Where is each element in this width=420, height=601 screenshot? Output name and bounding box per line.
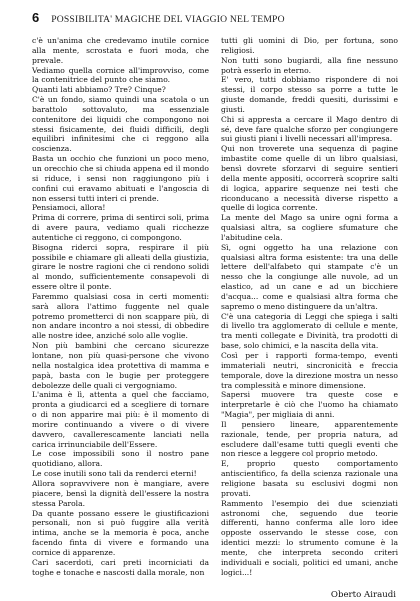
paragraph: Basta un occhio che funzioni un poco meno, un orecchio che si chiuda appena ed il mondo si riduce, i sensi non raggiungono più i confini cui eravamo abituati e l'angoscia di non essersi tutti interi ci prende. <box>32 154 209 203</box>
text-columns <box>32 36 398 601</box>
paragraph: E' vero, tutti dobbiamo rispondere di noi stessi, il corpo stesso sa porre a tutte le giuste domande, freddi quesiti, durissimi e giusti. <box>221 75 398 114</box>
paragraph: Vediamo quella cornice all'improvviso, come la contenitrice del punto che siamo. <box>32 65 209 85</box>
paragraph: La mente del Mago sa unire ogni forma a qualsiasi altra, sa cogliere sfumature che l'abitudine cela. <box>221 213 398 242</box>
paragraph: Così per i rapporti forma-tempo, eventi immateriali neutri, sincronicità e freccia temporale, dove la direzione mostra un nesso tra complessità e minore dimensione. <box>221 351 398 390</box>
paragraph: E, proprio questo comportamento antiscientifico, fa della scienza razionale una religione basata su esclusivi dogmi non provati. <box>221 459 398 498</box>
paragraph: C'è una categoria di Leggi che spiega i salti di livello tra agglomerato di cellule e mente, tra menti collegate e Divinità, tra prodotti di base, solo chimici, e la nascita della vita. <box>221 311 398 351</box>
page-number: 6 <box>32 10 40 25</box>
paragraph: Le cose impossibili sono il nostro pane quotidiano, allora. <box>32 449 209 469</box>
paragraph: c'è un'anima che credevamo inutile cornice alla mente, scrostata e fuori moda, che prevale. <box>32 36 209 65</box>
paragraph: tutti gli uomini di Dio, per fortuna, sono religiosi. <box>221 36 398 55</box>
right-column <box>221 36 398 601</box>
running-title: POSSIBILITA' MAGICHE DEL VIAGGIO NEL TEMPO <box>51 14 285 25</box>
paragraph: Le cose inutili sono tali da renderci eterni! <box>32 469 197 479</box>
paragraph: Da quante possano essere le giustificazioni personali, non si può fuggire alla verità intima, anche se la memoria è poca, anche facendo finta di vivere e formando una cornice di apparenze. <box>32 508 209 557</box>
paragraph: Rammento l'esempio dei due scienziati astronomi che, seguendo due teorie differenti, hanno conferma alle loro idee opposte osservando le stesse cose, con identici mezzi: lo strumento comune è la mente, che interpreta secondo criteri individuali e sociali, politici ed umani, anche logici...! <box>221 498 398 577</box>
paragraph: Sì, ogni oggetto ha una relazione con qualsiasi altra forma esistente: tra una delle lettere dell'alfabeto qui stampate c'è un nesso che la congiunge alle nuvole, ad un elastico, ad un cane e ad un bicchiere d'acqua... come e qualsiasi altra forma che sapremo o meno distinguere da un'altra. <box>221 242 398 311</box>
paragraph: Bisogna riderci sopra, respirare il più possibile e chiamare gli alleati della giustizia, girare le nostre ragioni che ci rendono solidi al mondo, sufficientemente consapevoli di essere oltre il ponte. <box>32 242 209 292</box>
paragraph: Sapersi muovere tra queste cose e interpretarle è ciò che l'uomo ha chiamato "Magia", per migliaia di anni. <box>221 390 398 420</box>
paragraph: Faremmo qualsiasi cosa in certi momenti: sarà allora l'attimo fuggente nel quale potremo prometterci di non scappare più, di non andare incontro a noi stessi, di obbedire alle nostre idee, anziché solo alle voglie. <box>32 291 209 341</box>
page-header <box>32 10 398 28</box>
paragraph: Chi si appresta a cercare il Mago dentro di sé, deve fare qualche sforzo per congiungere sui giusti piani i livelli necessari all'impresa. <box>221 114 398 144</box>
paragraph: Allora sopravvivere non è mangiare, avere piacere, bensì la dignità dell'essere la nostra stessa Parola. <box>32 478 209 508</box>
paragraph: Il pensiero lineare, apparentemente razionale, tende, per propria natura, ad escludere dall'esame tutti quegli eventi che non riesce a leggere col proprio metodo. <box>221 419 398 459</box>
paragraph: Non più bambini che cercano sicurezze lontane, non più quasi-persone che vivono nella nostalgica idea protettiva di mamma e papà, basta con le bugie per proteggere debolezze delle quali ci vergogniamo. <box>32 341 209 390</box>
paragraph: L'anima è lì, attenta a quel che facciamo, pronta a giudicarci ed a scegliere di tornare o di non apparire mai più: è il momento di morire continuando a vivere o di vivere davvero, cavallerescamente lanciati nella carica irrinunciabile dell'Essere. <box>32 390 209 449</box>
left-column <box>32 36 209 601</box>
paragraph: Quanti lati abbiamo? Tre? Cinque? <box>32 85 166 95</box>
paragraph: Pensiamoci, allora! <box>32 203 106 213</box>
paragraph: Cari sacerdoti, cari preti incorniciati da toghe e tonache e nascosti dalla morale, non <box>32 557 209 577</box>
paragraph: Qui non troverete una sequenza di pagine imbastite come quelle di un libro qualsiasi, bensì dovrete sforzarvi di seguire sentieri della mente appositi, occorrerà scoprire salti di logica, apparire sequenze nei testi che riconducano a necessità diverse rispetto a quelle di logica corrente. <box>221 144 398 213</box>
paragraph: Non tutti sono bugiardi, alla fine nessuno potrà esserlo in eterno. <box>221 55 398 75</box>
paragraph: C'è un fondo, siamo quindi una scatola o un barattolo sottovaluto, ma essenziale contenitore dei liquidi che compongono noi stessi fisicamente, dei fluidi difficili, degli equilibri infinitesimi che ci reggono alla coscienza. <box>32 95 209 154</box>
paragraph: Prima di correre, prima di sentirci soli, prima di avere paura, vediamo quali ricchezze autentiche ci reggono, ci compongono. <box>32 213 209 242</box>
author-signature: Oberto Airaudi <box>330 590 396 601</box>
